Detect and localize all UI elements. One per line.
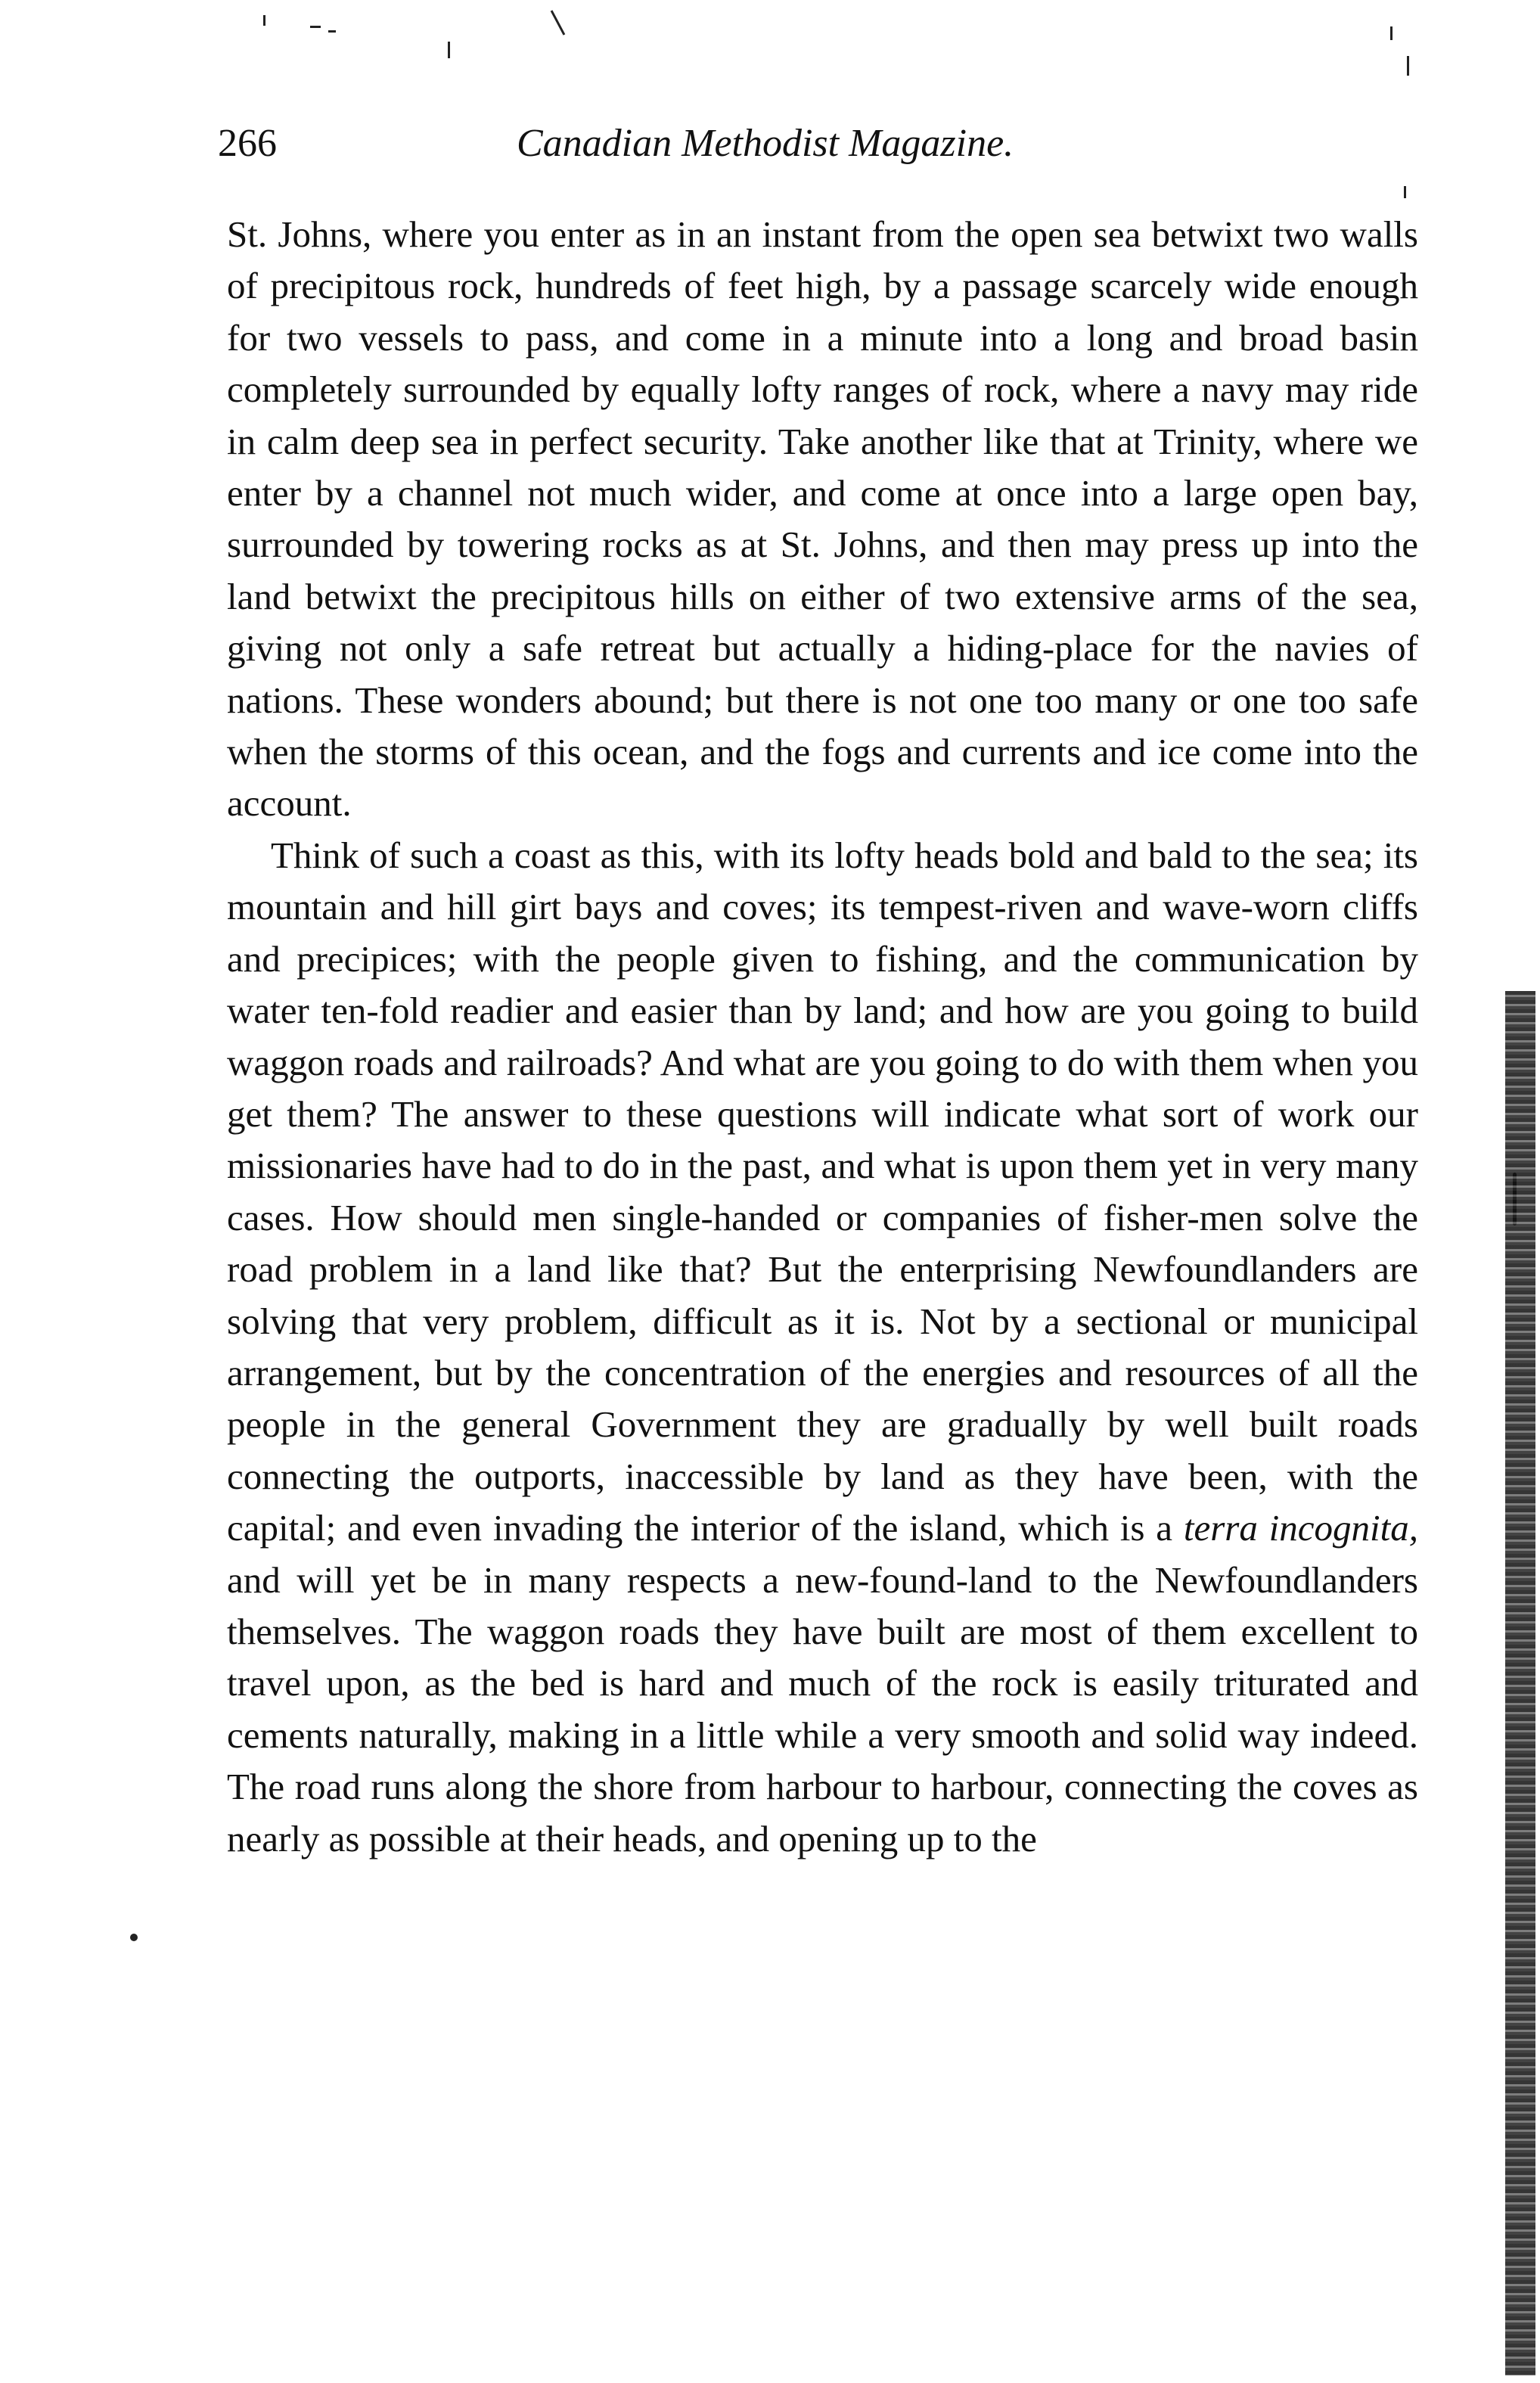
page-header (218, 113, 1428, 174)
running-title: Canadian Methodist Magazine. (517, 122, 1014, 165)
paragraph-2-text-end: and will yet be in many respects a new-found-land to the Newfoundlanders themselves. The waggon roads they have built are most of them excellent to travel upon, as the bed is hard and much of the rock is easily triturated and cements naturally, making in a little while a very smooth and solid way indeed. The road runs along the shore from harbour to harbour, connecting the coves as nearly as possible at their heads, and opening up to the (227, 1558, 1418, 1859)
scan-speck (1404, 186, 1406, 198)
paragraph-2 (227, 830, 1418, 1865)
paragraph-2-text-start: Think of such a coast as this, with its lofty heads bold and bald to the sea; its mountain and hill girt bays and coves; its tempest-riven and wave-worn cliffs and precipices; with the people given to fishing, and the communication by water ten-fold readier and easier than by land; and how are you going to build waggon roads and railroads? And what are you going to do with them when you get them? The answer to these questions will indicate what sort of work our missionaries have had to do in the past, and what is upon them yet in very many cases. How should men single-handed or companies of fisher-men solve the road problem in a land like that? But the enterprising Newfoundlanders are solving that very problem, difficult as it is. Not by a sectional or municipal arrangement, but by the concentration of the energies and resources of all the people in the general Government they are gradually by well built roads connecting the outports, inaccessible by land as they have been, with the capital; and even invading the interior of the island, which is a (227, 834, 1418, 1549)
article-text (227, 209, 1418, 1865)
scan-speck (328, 30, 336, 33)
italic-phrase: terra incognita, (1183, 1507, 1418, 1549)
page-edge-shadow (1505, 991, 1535, 2375)
scan-speck (1390, 26, 1393, 40)
scan-speck (448, 42, 450, 58)
scan-speck (551, 10, 566, 35)
scan-speck (1407, 56, 1409, 76)
paragraph-1: St. Johns, where you enter as in an instant from the open sea betwixt two walls of precipitous rock, hundreds of feet high, by a passage scarcely wide enough for two vessels to pass, and come in a minute into a long and broad basin completely surrounded by equally lofty ranges of rock, where a navy may ride in calm deep sea in perfect security. Take another like that at Trinity, where we enter by a channel not much wider, and come at once into a large open bay, surrounded by towering rocks as at St. Johns, and then may press up into the land betwixt the precipitous hills on either of two extensive arms of the sea, giving not only a safe retreat but actually a hiding-place for the navies of nations. These wonders abound; but there is not one too many or one too safe when the storms of this ocean, and the fogs and currents and ice come into the account. (227, 213, 1418, 825)
scan-speck (263, 15, 265, 26)
scan-speck (130, 1934, 138, 1941)
scan-speck (310, 26, 321, 28)
page-number: 266 (218, 122, 277, 165)
